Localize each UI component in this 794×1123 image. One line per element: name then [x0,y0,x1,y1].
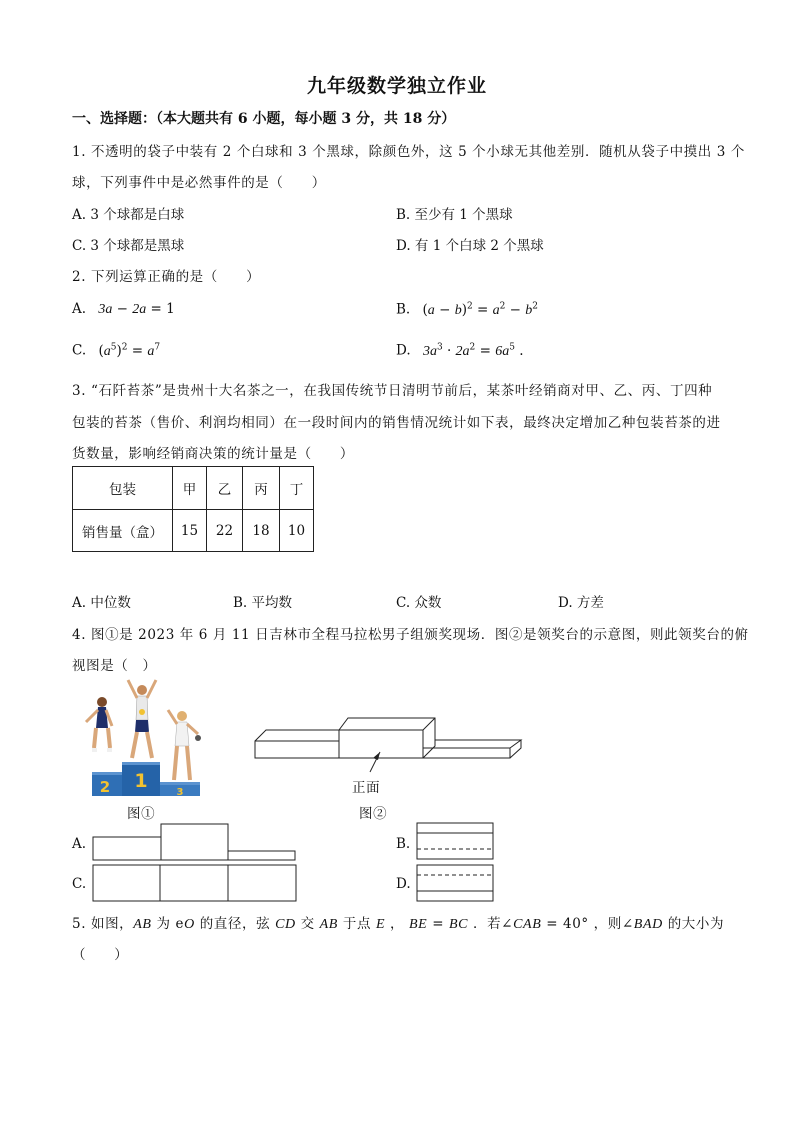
q2-option-a [72,301,175,318]
q2-option-d-label: D. [396,342,411,359]
q3-stem-line3: 货数量，影响经销商决策的统计量是（ ） [72,446,354,462]
table-cell: 15 [173,510,207,552]
q1-option-c: C. 3 个球都是黑球 [72,238,185,254]
q2-option-b-formula: $(a - b)^2 = a^2 - b^2$ [422,301,538,318]
q4-option-a-figure [92,823,298,863]
table-cell: 甲 [173,467,207,510]
q2-option-b-label: B. [396,301,411,318]
q4-option-c-label: C. [72,876,87,892]
figure-1-caption: 图① [127,806,156,822]
podium-number-2: 2 [99,778,111,796]
figure-1-podium-photo [72,676,212,800]
q2-option-c-label: C. [72,342,87,359]
table-header-row [73,467,314,510]
q2-option-c [72,342,160,360]
q4-option-d-figure [416,864,496,904]
sales-table [72,466,314,552]
page-title: 九年级数学独立作业 [306,75,487,97]
table-cell: 丙 [243,467,280,510]
q1-option-b: B. 至少有 1 个黑球 [396,207,513,223]
table-cell: 销售量（盒） [73,510,173,552]
q5-stem-line1: 5. 如图，AB 为 eO 的直径，弦 CD 交 AB 于点 E ， BE = BC ．若∠CAB = 40° ，则∠BAD 的大小为 [72,916,725,932]
athlete-first-icon [128,680,156,758]
table-cell: 10 [280,510,314,552]
q3-option-d: D. 方差 [558,595,604,611]
table-cell: 包装 [73,467,173,510]
q4-option-b-figure [416,822,496,862]
q4-option-b-label: B. [396,836,411,852]
q4-stem-line2: 视图是（ ） [72,658,157,674]
q1-option-d: D. 有 1 个白球 2 个黑球 [396,238,544,254]
table-row [73,510,314,552]
q4-stem-line1: 4. 图①是 2023 年 6 月 11 日吉林市全程马拉松男子组颁奖现场．图②是领奖台的示意图，则此领奖台的俯 [72,627,749,643]
table-cell: 18 [243,510,280,552]
q3-option-b: B. 平均数 [233,595,293,611]
q2-stem: 2. 下列运算正确的是（ ） [72,269,261,285]
q1-stem-line1: 1. 不透明的袋子中装有 2 个白球和 3 个黑球，除颜色外，这 5 个小球无其他差别．随机从袋子中摸出 3 个 [72,144,745,160]
athlete-second-icon [86,697,112,752]
q2-option-c-formula: $(a^5)^2 = a^7$ [98,342,161,359]
q3-stem-line2: 包装的苔茶（售价、利润均相同）在一段时间内的销售情况统计如下表，最终决定增加乙种包装苔茶的进 [72,415,721,431]
podium-number-1: 1 [134,770,148,792]
q2-option-a-label: A. [72,301,87,317]
q3-stem-line1: 3. “石阡苔茶”是贵州十大名茶之一，在我国传统节日清明节前后，某茶叶经销商对甲、乙、丙、丁四种 [72,383,713,399]
figure-2-caption: 图② [359,806,388,822]
diagram-right-block-front [423,748,510,758]
q4-option-a-label: A. [72,836,87,852]
section-heading: 一、选择题：（本大题共有 6 小题，每小题 3 分，共 18 分） [72,111,456,127]
table-cell: 丁 [280,467,314,510]
front-label: 正面 [352,780,381,796]
q1-option-a: A. 3 个球都是白球 [72,207,185,223]
podium-number-3: 3 [176,787,184,798]
q1-stem-line2: 球，下列事件中是必然事件的是（ ） [72,175,326,191]
q4-option-c-figure [92,864,298,904]
q4-option-d-label: D. [396,876,411,892]
q2-option-d [396,342,524,360]
q3-option-c: C. 众数 [396,595,442,611]
q2-option-b [396,301,538,319]
q5-stem-line2: （ ） [72,947,129,963]
q2-option-d-formula: $3a^3 \cdot 2a^2 = 6a^5$ . [422,342,524,359]
diagram-middle-block-front [339,730,423,758]
table-cell: 22 [207,510,243,552]
table-cell: 乙 [207,467,243,510]
q3-option-a: A. 中位数 [72,595,131,611]
figure-2-podium-diagram [252,714,524,774]
q2-option-a-formula: 3a − 2a = 1 [98,301,175,317]
athlete-third-icon [168,710,201,780]
diagram-left-block-front [255,741,339,758]
